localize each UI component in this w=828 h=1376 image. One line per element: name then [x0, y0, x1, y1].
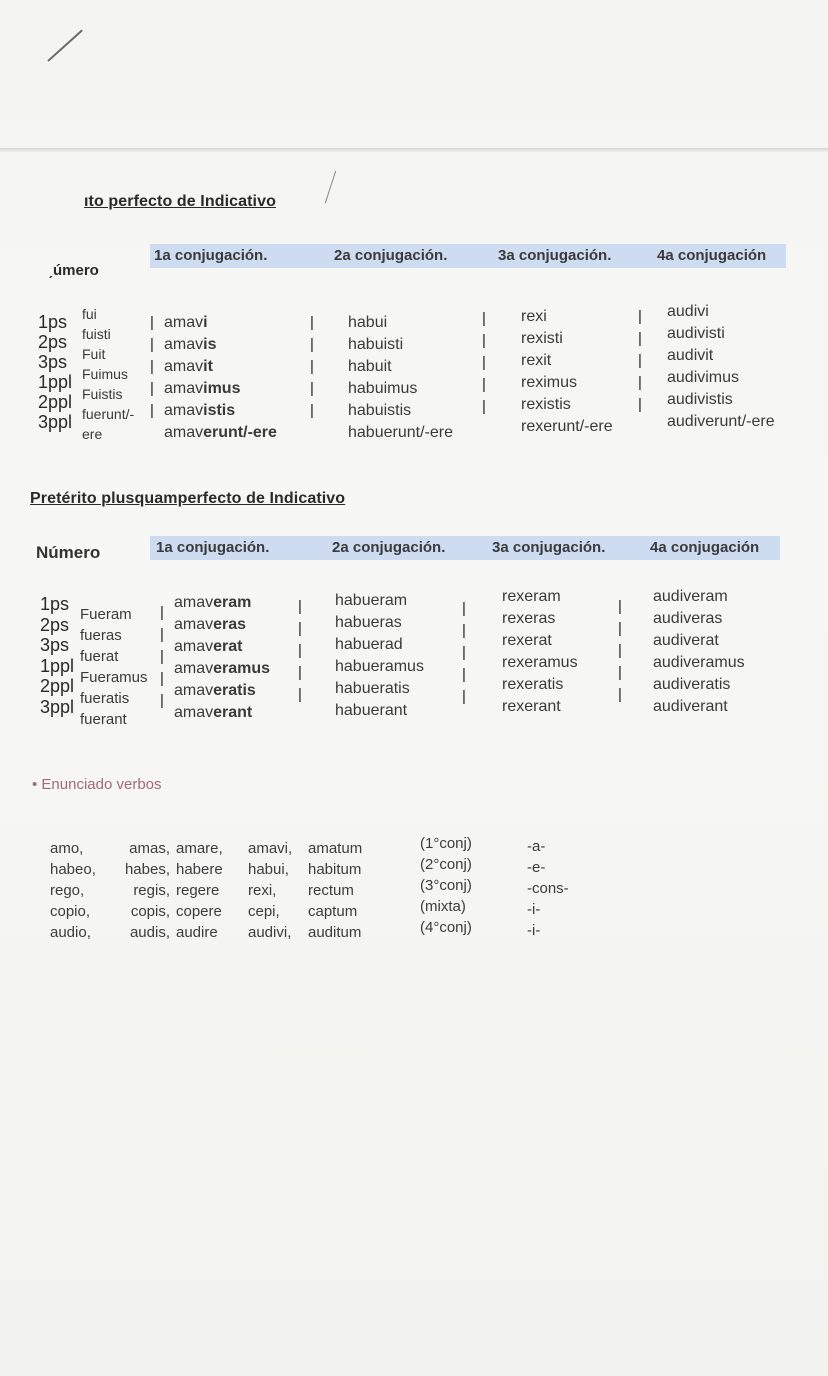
form-conj2: habueras — [335, 614, 402, 631]
form-conj3: rexerant — [502, 698, 561, 715]
column-separator: | | | | | — [160, 604, 164, 709]
principal-part: habui, — [248, 861, 289, 878]
theme-vowel: -a- — [527, 838, 546, 855]
person: 3ps — [38, 352, 68, 372]
form-conj2: habueram — [335, 592, 408, 609]
principal-part: habere — [176, 861, 223, 878]
form-conj3: rexisti — [521, 330, 563, 347]
form-conj2: habuistis — [348, 402, 412, 419]
enunciado-bullet: • Enunciado verbos — [32, 776, 162, 793]
principal-part: amas, — [129, 840, 170, 857]
person: 1ps — [38, 312, 68, 332]
conjugation-tag: (2°conj) — [420, 856, 472, 873]
form-conj2: habuerant — [335, 702, 408, 719]
principal-part: audivi, — [248, 924, 292, 941]
verbs-vowel — [527, 836, 569, 941]
header-conj4: 4a conjugación — [650, 539, 760, 556]
verbs-col-a — [50, 838, 96, 943]
form-conj1: amaveram — [174, 594, 252, 611]
conjugation-tag: (4°conj) — [420, 919, 472, 936]
principal-part: habes, — [124, 861, 170, 878]
form-conj3: rexerat — [502, 632, 552, 649]
pluperfect-header-row — [0, 536, 828, 560]
perfect-conj2 — [348, 312, 453, 444]
form-conj1: amaveratis — [174, 682, 256, 699]
paper-fold — [0, 148, 828, 152]
principal-part: cepi, — [248, 903, 280, 920]
form-conj2: habueratis — [335, 680, 410, 697]
form-conj4: audiveramus — [653, 654, 745, 671]
form-conj2: habuisti — [348, 336, 404, 353]
form-conj4: audiveram — [653, 588, 728, 605]
principal-part: copis, — [130, 903, 170, 920]
header-conj1: 1a conjugación. — [154, 247, 268, 264]
perfect-persons — [38, 312, 72, 432]
form-conj4: audiverat — [653, 632, 719, 649]
principal-part: audire — [176, 924, 218, 941]
column-separator: | | | | | — [618, 598, 622, 703]
form-conj2: habui — [348, 314, 388, 331]
sum-form: fuisti — [82, 326, 111, 342]
principal-part: rectum — [308, 882, 354, 899]
form-conj3: rexeram — [502, 588, 561, 605]
sum-form: ere — [82, 426, 103, 442]
form-conj4: audivi — [667, 303, 709, 320]
person: 3ppl — [38, 412, 73, 432]
pluperfect-sum-forms — [80, 604, 148, 730]
pluperfect-conj1 — [174, 592, 270, 724]
form-conj1: amavistis — [164, 402, 236, 419]
form-conj1: amaverat — [174, 638, 243, 655]
principal-part: amavi, — [248, 840, 293, 857]
form-conj1: amavit — [164, 358, 213, 375]
sum-form: fueratis — [80, 690, 130, 707]
form-conj3: rexi — [521, 308, 547, 325]
form-conj3: rexeras — [502, 610, 556, 627]
principal-part: regis, — [133, 882, 170, 899]
principal-part: habeo, — [50, 861, 96, 878]
person: 1ps — [40, 594, 70, 614]
column-separator: | | | | | — [638, 308, 642, 413]
principal-part: captum — [308, 903, 358, 920]
form-conj1: amaveramus — [174, 660, 271, 677]
form-conj4: audivisti — [667, 325, 725, 342]
perfect-conj3 — [521, 306, 613, 438]
principal-part: rego, — [50, 882, 85, 899]
person: 2ps — [38, 332, 68, 352]
form-conj3: reximus — [521, 374, 578, 391]
form-conj1: amavis — [164, 336, 217, 353]
perfect-header-row — [0, 244, 828, 268]
sum-form: fuerant — [80, 711, 127, 728]
person: 1ppl — [38, 372, 73, 392]
form-conj4: audiveras — [653, 610, 723, 627]
sum-form: Fuistis — [82, 386, 123, 402]
principal-part: rexi, — [248, 882, 277, 899]
conjugation-tag: (1°conj) — [420, 835, 472, 852]
theme-vowel: -cons- — [527, 880, 569, 897]
person: 2ps — [40, 614, 70, 635]
principal-part: copio, — [50, 903, 91, 920]
pluperfect-title: Pretérito plusquamperfecto de Indicativo — [30, 490, 346, 507]
column-separator: | | | | | — [310, 314, 314, 419]
sum-form: fueras — [80, 627, 122, 644]
pluperfect-conj4 — [653, 586, 745, 718]
form-conj4: audivimus — [667, 369, 740, 386]
principal-part: amatum — [308, 840, 363, 857]
principal-part: auditum — [308, 924, 362, 941]
form-conj1: amaverant — [174, 704, 253, 721]
person: 2ppl — [40, 676, 75, 696]
person: 3ps — [40, 635, 70, 655]
theme-vowel: -i- — [527, 922, 541, 939]
number-label: ˏúmero — [48, 262, 99, 279]
principal-part: amo, — [50, 840, 84, 857]
form-conj2: habuerunt/-ere — [348, 424, 453, 441]
column-separator: | | | | | — [462, 600, 466, 705]
verbs-col-e — [308, 838, 362, 943]
sum-form: Fuit — [82, 346, 106, 362]
pluperfect-conj2 — [335, 590, 424, 722]
principal-part: amare, — [176, 840, 223, 857]
form-conj3: rexerunt/-ere — [521, 418, 613, 435]
perfect-sum-forms — [82, 304, 134, 444]
person: 2ppl — [38, 392, 73, 412]
verbs-conj — [420, 833, 472, 938]
sum-form: fui — [82, 306, 97, 322]
column-separator: | | | | | — [482, 310, 486, 415]
principal-part: habitum — [308, 861, 362, 878]
person: 3ppl — [40, 696, 75, 717]
header-conj2: 2a conjugación. — [334, 247, 448, 264]
form-conj3: rexit — [521, 352, 552, 369]
form-conj1: amaverunt/-ere — [164, 424, 277, 441]
column-separator: | | | | | — [150, 314, 154, 419]
conjugation-tag: (3°conj) — [420, 877, 472, 894]
principal-part: regere — [176, 882, 220, 899]
theme-vowel: -e- — [527, 859, 546, 876]
pluperfect-persons — [40, 594, 74, 717]
form-conj4: audiveratis — [653, 676, 731, 693]
number-label: Número — [36, 543, 101, 562]
form-conj4: audiverant — [653, 698, 728, 715]
form-conj3: rexeratis — [502, 676, 564, 693]
sum-form: Fuimus — [82, 366, 128, 382]
form-conj1: amavi — [164, 314, 208, 331]
verbs-col-c — [176, 838, 223, 943]
principal-part: copere — [176, 903, 222, 920]
principal-part: audis, — [129, 924, 170, 941]
conjugation-tag: (mixta) — [420, 898, 466, 915]
perfect-conj1 — [164, 312, 277, 444]
header-conj3: 3a conjugación. — [492, 539, 606, 556]
verbs-col-d — [248, 838, 292, 943]
perfect-conj4 — [667, 301, 775, 433]
sum-form: fuerat — [80, 648, 119, 665]
form-conj2: habueramus — [335, 658, 424, 675]
form-conj1: amaveras — [174, 616, 247, 633]
sum-form: Fueram — [80, 606, 132, 623]
pluperfect-conj3 — [502, 586, 578, 718]
verbs-col-b — [112, 838, 170, 943]
perfect-title: ıto perfecto de Indicativo — [84, 193, 276, 210]
header-conj3: 3a conjugación. — [498, 247, 612, 264]
header-conj1: 1a conjugación. — [156, 539, 270, 556]
form-conj2: habuit — [348, 358, 392, 375]
form-conj4: audivistis — [667, 391, 733, 408]
form-conj3: rexeramus — [502, 654, 578, 671]
header-conj2: 2a conjugación. — [332, 539, 446, 556]
header-conj4: 4a conjugación — [657, 247, 767, 264]
sum-form: Fueramus — [80, 669, 148, 686]
form-conj3: rexistis — [521, 396, 571, 413]
sum-form: fuerunt/- — [82, 406, 135, 422]
column-separator: | | | | | — [298, 598, 302, 703]
form-conj4: audiverunt/-ere — [667, 413, 775, 430]
theme-vowel: -i- — [527, 901, 541, 918]
form-conj2: habuimus — [348, 380, 418, 397]
person: 1ppl — [40, 655, 75, 676]
principal-part: audio, — [50, 924, 91, 941]
form-conj1: amavimus — [164, 380, 241, 397]
form-conj2: habuerad — [335, 636, 403, 653]
form-conj4: audivit — [667, 347, 714, 364]
